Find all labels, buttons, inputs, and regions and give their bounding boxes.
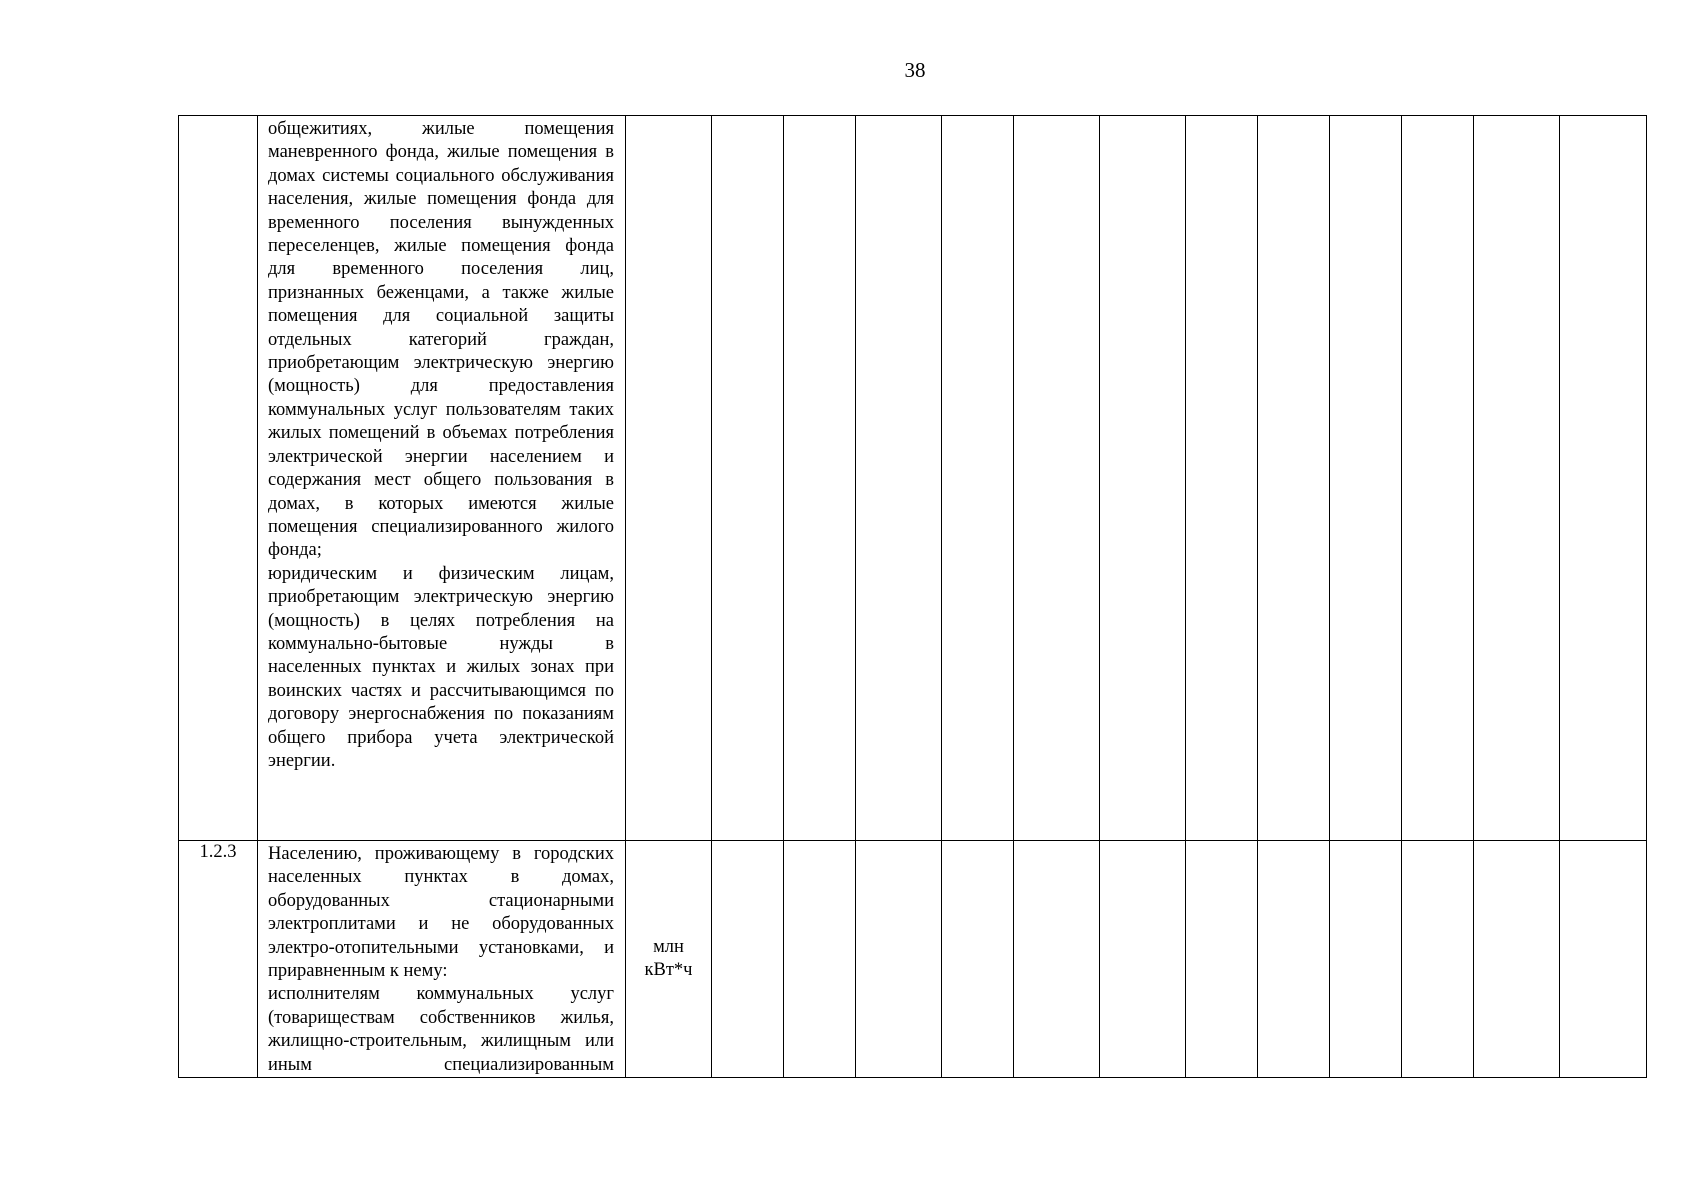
value-cell	[1100, 116, 1186, 841]
value-cell	[1402, 116, 1474, 841]
value-cell	[856, 841, 942, 1078]
row-number-cell: 1.2.3	[179, 841, 258, 1078]
value-cell	[712, 841, 784, 1078]
value-cell	[1474, 116, 1560, 841]
row-description-cell	[258, 841, 626, 1078]
value-cell	[942, 116, 1014, 841]
value-cell	[712, 116, 784, 841]
table-row	[179, 116, 1647, 841]
value-cell	[1330, 841, 1402, 1078]
row-number-cell	[179, 116, 258, 841]
value-cell	[942, 841, 1014, 1078]
value-cell	[1100, 841, 1186, 1078]
value-cell	[1186, 841, 1258, 1078]
value-cell	[1474, 841, 1560, 1078]
value-cell	[1560, 116, 1647, 841]
unit-line: млн	[653, 936, 684, 957]
description-paragraph: исполнителям коммунальных услуг (товариществам собственников жилья, жилищно-строительным, жилищным или иным специализированным	[268, 984, 614, 1075]
description-paragraph: юридическим и физическим лицам, приобретающим электрическую энергию (мощность) в целях потребления на коммунально-бытовые нужды в населенных пунктах и жилых зонах при воинских частях и рассчитывающимся по договору энергоснабжения по показаниям общего прибора учета электрической энергии.	[268, 563, 614, 771]
value-cell	[856, 116, 942, 841]
indicator-table	[178, 115, 1647, 1078]
value-cell	[1014, 116, 1100, 841]
row-description-cell	[258, 116, 626, 841]
value-cell	[1186, 116, 1258, 841]
value-cell	[1560, 841, 1647, 1078]
value-cell	[1330, 116, 1402, 841]
page-number: 38	[904, 58, 926, 82]
value-cell	[784, 116, 856, 841]
unit-line: кВт*ч	[644, 960, 693, 981]
unit-cell	[626, 116, 712, 841]
value-cell	[1258, 116, 1330, 841]
table-row	[179, 841, 1647, 1078]
unit-cell	[626, 841, 712, 1078]
value-cell	[1014, 841, 1100, 1078]
description-paragraph: общежитиях, жилые помещения маневренного фонда, жилые помещения в домах системы социального обслуживания населения, жилые помещения фонда для временного поселения вынужденных переселенцев, жилые помещения фонда для временного поселения лиц, признанных беженцами, а также жилые помещения для социальной защиты отдельных категорий граждан, приобретающим электрическую энергию (мощность) для предоставления коммунальных услуг пользователям таких жилых помещений в объемах потребления электрической энергии населением и содержания мест общего пользования в домах, в которых имеются жилые помещения специализированного жилого фонда;	[268, 119, 614, 561]
value-cell	[784, 841, 856, 1078]
value-cell	[1258, 841, 1330, 1078]
description-paragraph: Населению, проживающему в городских населенных пунктах в домах, оборудованных стационарными электроплитами и не оборудованных электро-отопительными установками, и приравненным к нему:	[268, 844, 614, 982]
value-cell	[1402, 841, 1474, 1078]
